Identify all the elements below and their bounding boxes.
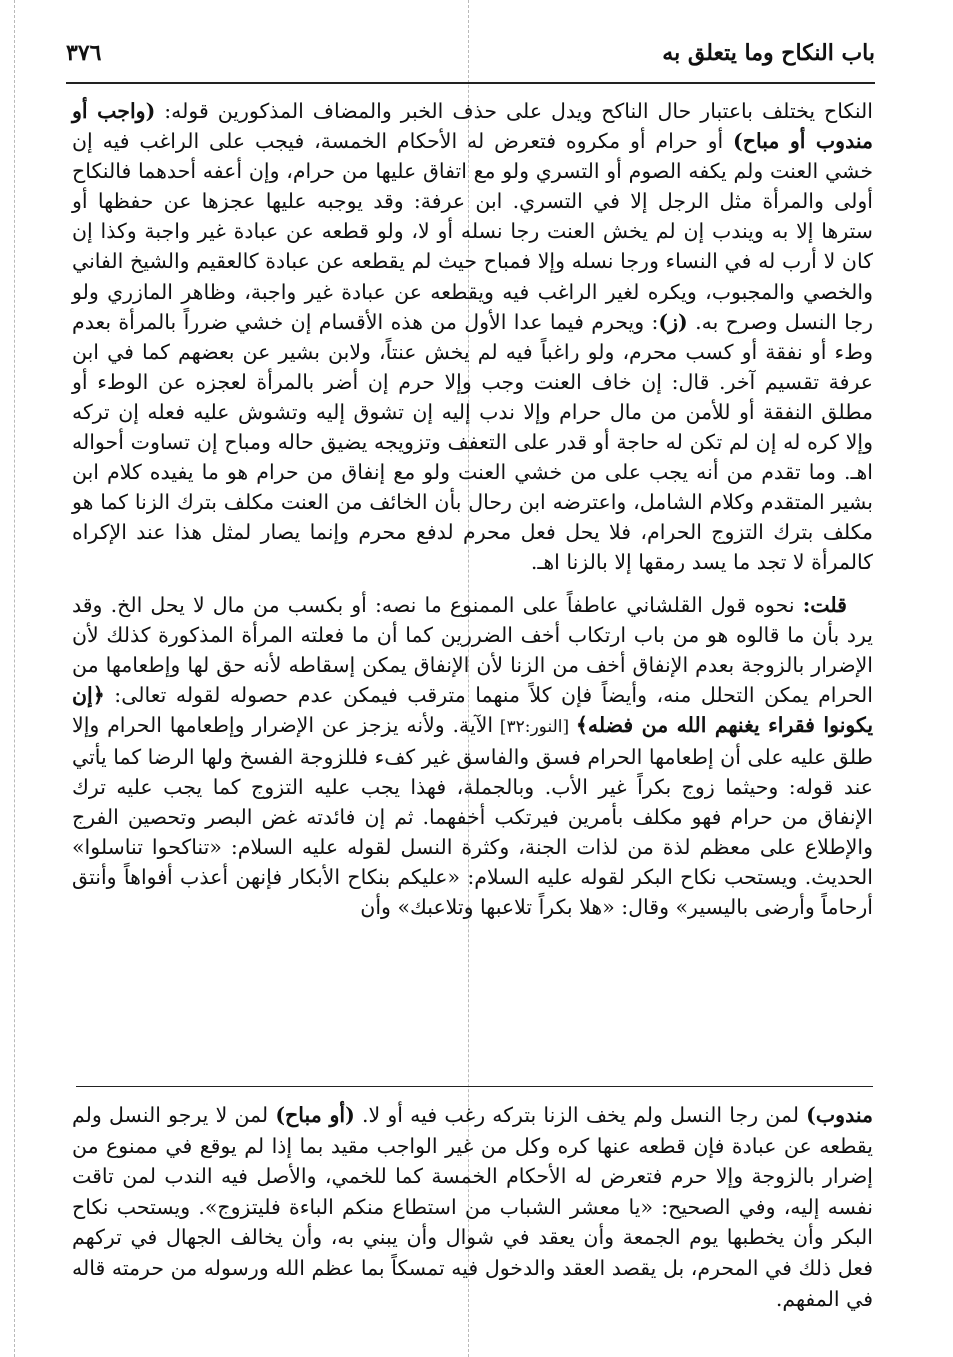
scan-edge-line <box>14 0 15 1357</box>
verse-reference: [النور:٣٢] <box>493 716 576 737</box>
qult-label: قلت: <box>802 592 847 617</box>
page-header <box>66 40 875 80</box>
paragraph-1-text-c: : ويحرم فيما عدا الأول من هذه الأقسام إن خشي ضرراً بالمرأة بعدم وطء أو نفقة أو كسب محرم، ولو راغباً فيه لم يخش عنتاً، ولابن بشير عن بعضهم كما في ابن عرفة تقسيم آخر. قال: إن خاف العنت وجب وإلا حرم إن أضر بالمرأة لعجزه عن الوطء أو مطلق النفقة أو للأمن من مال حرام وإلا ندب إليه إن تشوق إليه وتشوش عليه فعله إن تركه وإلا كره له إن لم تكن له حاجة أو قدر على التعفف وتزويجه يضيق حاله ومباح إن تساوت أحواله اهـ. وما تقدم من أنه يجب على من خشي العنت ولو مع إنفاق من حرام هو ما يفيده كلام ابن بشير المتقدم وكلام الشامل، واعترضه ابن رحال بأن الخائف من العنت مكلف بترك الزنا كما هو مكلف بترك التزوج الحرام، فلا يحل فعل محرم لدفع محرم وإنما يصار لمثل هذا عند الإكراه كالمرأة لا تجد ما يسد رمقها إلا بالزنا اهـ. <box>72 309 873 575</box>
paragraph-1 <box>72 96 873 578</box>
paragraph-2-text-a: نحوه قول القلشاني عاطفاً على الممنوع ما نصه: أو بكسب من مال لا يحل الخ. وقد يرد بأن ما قالوه هو من باب ارتكاب أخف الضررين كما أن ما فعلته المرأة المذكورة كذلك لأن الإضرار بالزوجة بعدم الإنفاق أخف من الزنا لأن الإنفاق يمكن إسقاطه لأنه حق لها وإطعامها من الحرام يمكن التحلل منه، وأيضاً فإن كلاً منهما مترقب فيمكن عدم حصوله لقوله تعالى: <box>72 592 873 707</box>
header-divider <box>66 82 875 84</box>
footnote-text <box>72 1100 873 1314</box>
quran-verse: ﴿إن يكونوا فقراء يغنهم الله من فضله﴾ <box>72 682 874 737</box>
footnote-matn-mandub: مندوب) <box>806 1103 873 1127</box>
abbreviation-zay: (ز) <box>658 309 688 334</box>
page-number: ٣٧٦ <box>66 40 102 66</box>
footnote-divider <box>76 1086 873 1087</box>
paragraph-2 <box>72 590 873 923</box>
matn-quote-wajib: (واجب أو مندوب أو مباح) <box>72 99 873 154</box>
chapter-title: باب النكاح وما يتعلق به <box>662 40 875 66</box>
paragraph-1-text-a: النكاح يختلف باعتبار حال الناكح ويدل على حذف الخبر والمضاف المذكورين قوله: <box>155 99 873 123</box>
paragraph-2-text-b: الآية. ولأنه يزجز عن الإضرار وإطعامها الحرام وإلا طلق عليه على أن إطعامها الحرام فسق والفاسق غير كفء فللزوجة الفسخ ولها الرضا كما يأتي عند قوله: وحيثما زوج بكراً غير الأب. وبالجملة، فهذا يجب عليه التزوج كما يجب عليه ترك الإنفاق من حرام فهو مكلف بأمرين فيرتكب أخفهما. ثم إن فائدته غض البصر وتحصين الفرج والإطلاع على معظم لذة من لذات الجنة، وكثرة النسل لقوله عليه السلام: «تناكحوا تناسلوا» الحديث. ويستحب نكاح البكر لقوله عليه السلام: «عليكم بنكاح الأبكار فإنهن أعذب أفواهاً وأنتق أرحاماً وأرضى باليسير» وقال: «هلا بكراً تلاعبها وتلاعبك» وأن <box>72 712 873 920</box>
footnote-matn-mubah: (أو مباح) <box>275 1103 355 1127</box>
footnote-paragraph <box>72 1100 873 1314</box>
footnote-text-a: لمن رجا النسل ولم يخف الزنا بتركه رغب فيه أو لا. <box>354 1103 807 1127</box>
footnote-text-b: لمن لا يرجو النسل ولم يقطعه عن عبادة فإن قطعه عنها كره وكل من غير الواجب مقيد بما إذا لم يوقع في ممنوع من إضرار بالزوجة وإلا حرم فتعرض له الأحكام الخمسة كما للخمي، والأصل فيه الندب لمن تاقت نفسه إليه، وفي الصحيح: «يا معشر الشباب من استطاع منكم الباءة فليتزوج». ويستحب نكاح البكر وأن يخطبها يوم الجمعة وأن يعقد في شوال وأن يبني به، وأن يخالف الجهال في تركهم فعل ذلك في المحرم، بل يقصد العقد والدخول فيه تمسكاً بما عظم الله ورسوله من حرمته قاله في المفهم. <box>72 1103 873 1311</box>
paragraph-1-text-b: أو حرام أو مكروه فتعرض له الأحكام الخمسة، فيجب على الراغب فيه إن خشي العنت ولم يكفه الصوم أو التسري ولو مع اتفاق عليها من حرام، وإن أعفه أحدهما فالنكاح أولى والمرأة مثل الرجل إلا في التسري. ابن عرفة: وقد يوجبه عليها عجزها عن حفظها أو سترها إلا به ويندب إن لم يخش العنت رجا نسله أو لا، ولو قطعه عن عبادة غير واجبة وكذا إن كان لا أرب له في النساء ورجا نسله وإلا فمباح حيث لم يقطعه عن عبادة كالعقيم والشيخ الفاني والخصي والمجبوب، ويكره لغير الراغب فيه ويقطعه عن عبادة غير واجبة، وظاهر المازري ولو رجا النسل وصرح به. <box>72 129 873 334</box>
main-text-body <box>72 96 873 923</box>
